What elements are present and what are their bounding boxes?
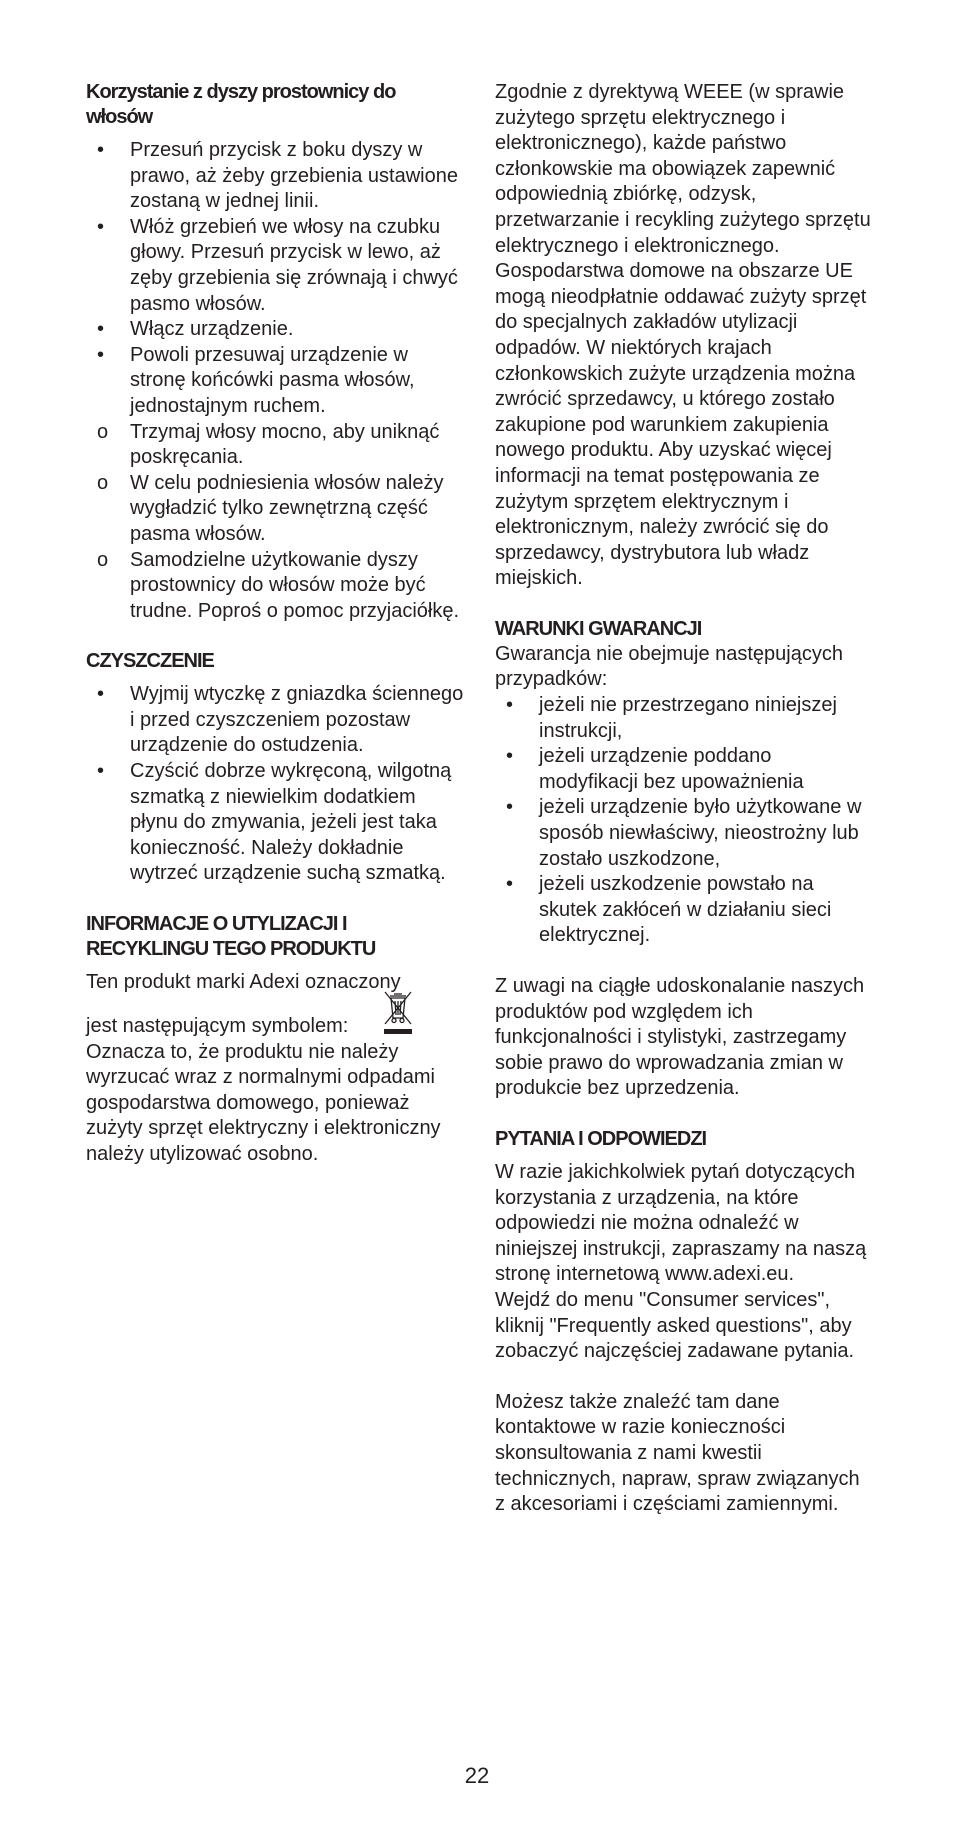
recycling-heading-line2: RECYKLINGU TEGO PRODUKTU (86, 938, 376, 961)
list-item (86, 759, 466, 887)
qa-paragraph-1: W razie jakichkolwiek pytań dotyczących korzystania z urządzenia, na które odpowiedzi nie można odnaleźć w niniejszej instrukcji, zapraszamy na naszą stronę internetową www.adexi.eu. (495, 1160, 867, 1286)
list-marker: o (97, 420, 109, 443)
list-item-text: Samodzielne użytkowanie dyszy prostownicy do włosów może być trudne. Poproś o pomoc przyjaciółkę. (130, 548, 460, 622)
list-marker: • (97, 760, 105, 783)
page-number: 22 (464, 1763, 490, 1788)
list-marker: • (506, 745, 514, 768)
list-item (86, 548, 466, 625)
list-item-text: Powoli przesuwaj urządzenie w stronę końcówki pasma włosów, jednostajnym ruchem. (130, 343, 415, 417)
list-marker: • (506, 694, 514, 717)
left-column (86, 80, 466, 1168)
qa-paragraph-3: Możesz także znaleźć tam dane kontaktowe w razie konieczności skonsultowania z nami kwestii technicznych, napraw, spraw związanych z akcesoriami i częściami zamiennymi. (495, 1390, 860, 1516)
list-item (86, 317, 466, 343)
warranty-intro: Gwarancja nie obejmuje następujących przypadków: (495, 642, 843, 691)
list-item (86, 471, 466, 548)
list-item (86, 138, 466, 215)
weee-directive-text: Zgodnie z dyrektywą WEEE (w sprawie zużytego sprzętu elektrycznego i elektronicznego), każde państwo członkowskie ma obowiązek zapewnić odpowiednią zbiórkę, odzysk, przetwarzanie i recykling zużytego sprzętu elektrycznego i elektronicznego. Gospodarstwa domowe na obszarze UE mogą nieodpłatnie oddawać zużyty sprzęt do specjalnych zakładów utylizacji odpadów. W niektórych krajach członkowskich zużyte urządzenia można zwrócić sprzedawcy, u którego zostało zakupione pod warunkiem zakupienia nowego produktu. Aby uzyskać więcej informacji na temat postępowania ze zużytym sprzętem elektrycznym i elektronicznym, należy zwrócić się do sprzedawcy, dystrybutora lub władz miejskich. (495, 81, 871, 590)
right-column (495, 80, 875, 1518)
list-item (86, 343, 466, 420)
warranty-heading: WARUNKI GWARANCJI (495, 617, 702, 640)
list-item (86, 420, 466, 471)
list-marker: • (97, 318, 105, 341)
list-item-text: jeżeli urządzenie było użytkowane w sposób niewłaściwy, nieostrożny lub zostało uszkodzone, (539, 796, 862, 870)
qa-paragraph-2: Wejdź do menu "Consumer services", kliknij "Frequently asked questions", aby zobaczyć najczęściej zadawane pytania. (495, 1288, 855, 1363)
list-marker: • (97, 215, 105, 238)
weee-symbol-line (86, 996, 466, 1040)
straightener-steps-list (86, 138, 466, 624)
weee-marking-line2: jest następującym symbolem: (86, 1015, 349, 1038)
list-item (86, 215, 466, 317)
list-marker: • (506, 796, 514, 819)
list-item-text: Czyścić dobrze wykręconą, wilgotną szmatką z niewielkim dodatkiem płynu do zmywania, jeżeli jest taka konieczność. Należy dokładnie wytrzeć urządzenie suchą szmatką. (130, 760, 452, 885)
list-item (495, 693, 875, 744)
list-item (86, 682, 466, 759)
list-item-text: Włóż grzebień we włosy na czubku głowy. Przesuń przycisk w lewo, aż zęby grzebienia się zrównają i chwyć pasmo włosów. (130, 215, 458, 315)
product-improvement-note: Z uwagi na ciągłe udoskonalanie naszych produktów pod względem ich funkcjonalności i stylistyki, zastrzegamy sobie prawo do wprowadzania zmian w produkcie bez uprzedzenia. (495, 975, 865, 1100)
crossed-out-wheelie-bin-icon (382, 990, 414, 1036)
list-marker: • (97, 343, 105, 366)
weee-marking-line1: Ten produkt marki Adexi oznaczony (86, 971, 401, 994)
list-item-text: Trzymaj włosy mocno, aby uniknąć poskręcania. (130, 420, 440, 469)
list-marker: • (506, 873, 514, 896)
cleaning-steps-list (86, 682, 466, 887)
list-marker: • (97, 139, 105, 161)
list-item (495, 744, 875, 795)
recycling-heading-line1: INFORMACJE O UTYLIZACJI I (86, 913, 347, 936)
list-item-text: W celu podniesienia włosów należy wygładzić tylko zewnętrzną część pasma włosów. (130, 471, 444, 545)
list-marker: • (97, 683, 105, 706)
qa-heading: PYTANIA I ODPOWIEDZI (495, 1127, 707, 1150)
list-item (495, 795, 875, 872)
recycling-heading (86, 912, 466, 962)
list-marker: o (97, 471, 109, 494)
list-item-text: jeżeli urządzenie poddano modyfikacji bez upoważnienia (539, 745, 804, 793)
list-item-text: Przesuń przycisk z boku dyszy w prawo, aż żeby grzebienia ustawione zostaną w jednej linii. (130, 139, 458, 213)
warranty-exclusions-list (495, 693, 875, 949)
list-item-text: Wyjmij wtyczkę z gniazdka ściennego i przed czyszczeniem pozostaw urządzenie do ostudzenia. (130, 683, 464, 757)
weee-explanation: Oznacza to, że produktu nie należy wyrzucać wraz z normalnymi odpadami gospodarstwa domowego, ponieważ zużyty sprzęt elektryczny i elektroniczny należy utylizować osobno. (86, 1040, 441, 1165)
cleaning-heading: CZYSZCZENIE (86, 650, 214, 673)
straightener-nozzle-heading: Korzystanie z dyszy prostownicy do włosów (86, 81, 396, 128)
list-item-text: jeżeli uszkodzenie powstało na skutek zakłóceń w działaniu sieci elektrycznej. (539, 873, 832, 947)
list-item (495, 872, 875, 949)
list-item-text: Włącz urządzenie. (130, 318, 294, 341)
list-marker: o (97, 548, 109, 571)
list-item-text: jeżeli nie przestrzegano niniejszej instrukcji, (539, 694, 837, 742)
